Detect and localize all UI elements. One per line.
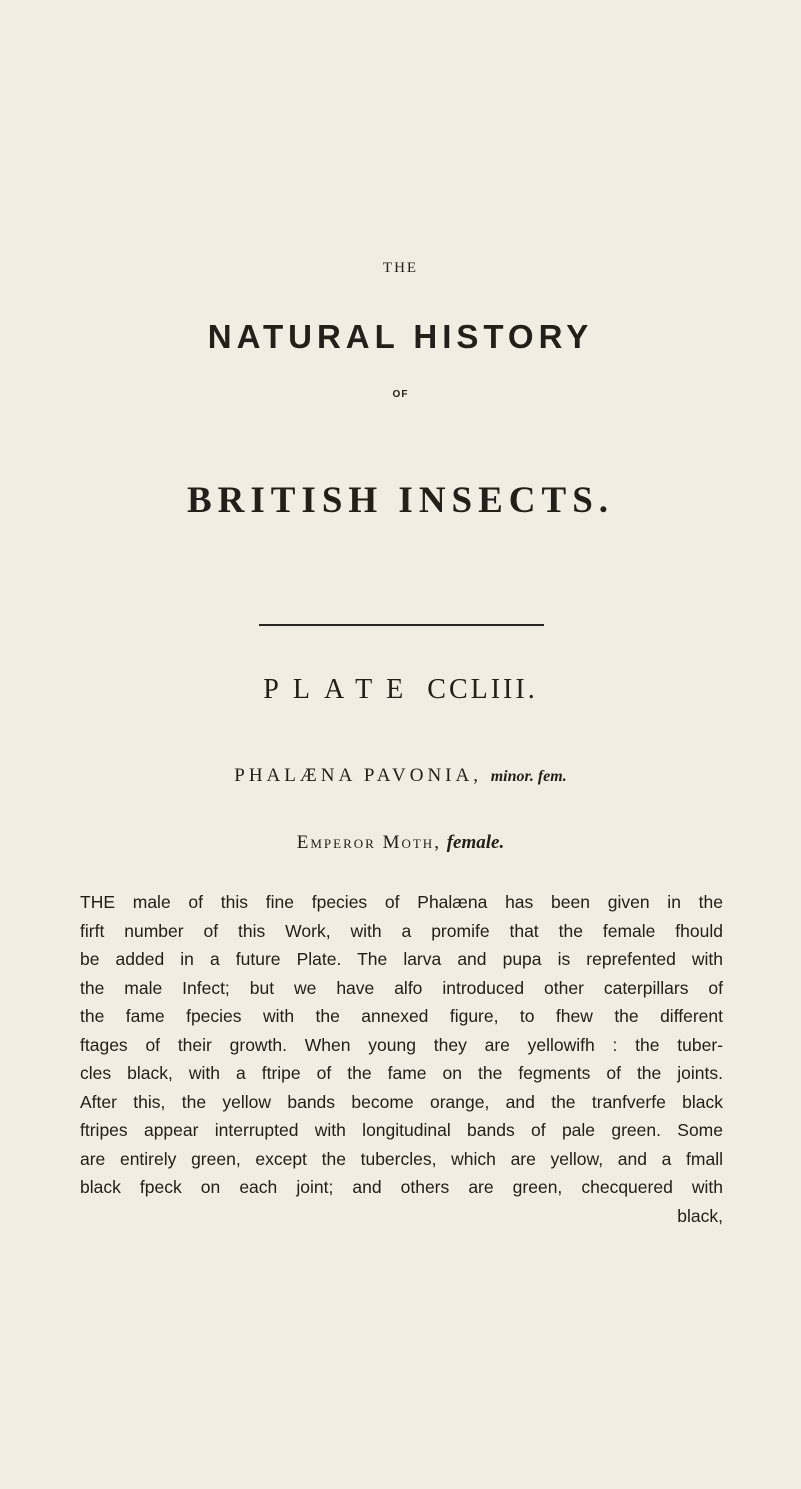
body-line: the male Infect; but we have alfo introduced other caterpillars of bbox=[80, 977, 723, 998]
title-of: OF bbox=[392, 389, 409, 400]
body-line: be added in a future Plate. The larva and pupa is reprefented with bbox=[80, 949, 723, 969]
plate-heading bbox=[0, 674, 801, 706]
species-name: PHALÆNA PAVONIA, bbox=[234, 765, 482, 786]
body-line: the fame fpecies with the annexed figure, to fhew the different bbox=[80, 1006, 723, 1026]
body-line: After this, the yellow bands become orange, and the tranfverfe black bbox=[80, 1091, 723, 1112]
title-british-insects: BRITISH INSECTS. bbox=[186, 480, 615, 521]
title-the: THE bbox=[382, 260, 419, 276]
common-name-heading bbox=[0, 832, 801, 854]
common-name-sex: female. bbox=[446, 832, 505, 853]
plate-word: PLATE bbox=[263, 674, 418, 705]
species-qualifier: minor. fem. bbox=[490, 768, 567, 785]
species-heading bbox=[0, 765, 801, 787]
body-line: are entirely green, except the tubercles, which are yellow, and a fmall bbox=[80, 1148, 723, 1169]
title-natural-history: NATURAL HISTORY bbox=[207, 318, 594, 355]
body-line: cles black, with a ftripe of the fame on the fegments of the joints. bbox=[80, 1063, 723, 1083]
body-line: ftages of their growth. When young they are yellowifh : the tuber- bbox=[80, 1034, 723, 1055]
plate-number: CCLIII. bbox=[427, 674, 538, 705]
body-line: THE male of this fine fpecies of Phalæna has been given in the bbox=[80, 892, 723, 912]
common-name: Emperor Moth, bbox=[296, 832, 441, 853]
body-line: firft number of this Work, with a promife that the female fhould bbox=[80, 920, 723, 941]
title-divider-rule bbox=[259, 624, 544, 626]
body-line-catchword: black, bbox=[677, 1205, 723, 1226]
body-paragraph bbox=[80, 888, 723, 1230]
body-line: black fpeck on each joint; and others are green, checquered with bbox=[80, 1177, 723, 1197]
body-line: ftripes appear interrupted with longitudinal bands of pale green. Some bbox=[80, 1120, 723, 1140]
